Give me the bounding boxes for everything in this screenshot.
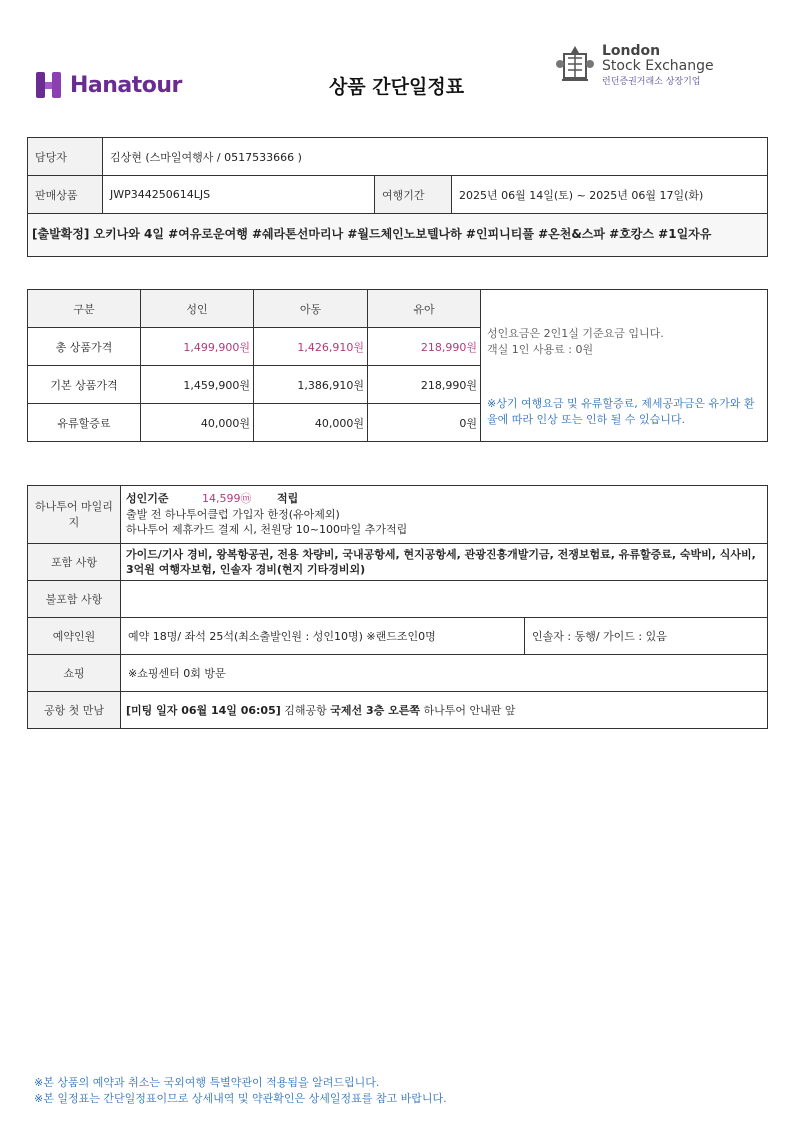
booking-value: 예약 18명/ 좌석 25석(최소출발인원 : 성인10명) ※랜드조인0명 bbox=[121, 618, 525, 655]
shopping-label: 쇼핑 bbox=[28, 655, 121, 692]
product-title: [출발확정] 오키나와 4일 #여유로운여행 #쉐라톤선마리나 #월드체인노보텔나하 #인피니티풀 #온천&스파 #호캉스 #1일자유 bbox=[28, 214, 768, 257]
child-price: 1,426,910원 bbox=[254, 328, 368, 366]
infant-price: 218,990원 bbox=[368, 328, 481, 366]
meeting-spot: 하나투어 안내판 앞 bbox=[419, 704, 516, 717]
adult-price: 1,459,900원 bbox=[141, 366, 254, 404]
escort-value: 인솔자 : 동행/ 가이드 : 있음 bbox=[525, 618, 768, 655]
price-note-warning: ※상기 여행요금 및 유류할증료, 제세공과금은 유가와 환율에 따라 인상 또는 인하 될 수 있습니다. bbox=[487, 396, 755, 426]
crest-icon bbox=[556, 44, 594, 84]
product-code: JWP344250614LJS bbox=[103, 176, 375, 214]
hanatour-logo-text: Hanatour bbox=[70, 72, 182, 98]
price-note-line1: 성인요금은 2인1실 기준요금 입니다. bbox=[487, 327, 664, 340]
exclude-label: 불포함 사항 bbox=[28, 581, 121, 618]
mileage-basis: 성인기준 bbox=[126, 492, 169, 506]
price-header-type: 구분 bbox=[28, 290, 141, 328]
booking-label: 예약인원 bbox=[28, 618, 121, 655]
row-label: 유류할증료 bbox=[28, 404, 141, 442]
child-price: 40,000원 bbox=[254, 404, 368, 442]
mileage-earn: 적립 bbox=[277, 492, 299, 506]
footer-notes bbox=[34, 1075, 447, 1107]
exclude-value bbox=[121, 581, 768, 618]
mileage-value bbox=[121, 486, 768, 544]
lse-logo bbox=[556, 44, 714, 88]
meeting-label: 공항 첫 만남 bbox=[28, 692, 121, 729]
details-table bbox=[27, 485, 768, 729]
footer-note-2: ※본 일정표는 간단일정표이므로 상세내역 및 약관확인은 상세일정표를 참고 바랍니다. bbox=[34, 1091, 447, 1105]
lse-name-line2: Stock Exchange bbox=[602, 58, 714, 75]
infant-price: 218,990원 bbox=[368, 366, 481, 404]
price-header-adult: 성인 bbox=[141, 290, 254, 328]
meeting-value bbox=[121, 692, 768, 729]
period-label: 여행기간 bbox=[375, 176, 452, 214]
adult-price: 1,499,900원 bbox=[141, 328, 254, 366]
page-header bbox=[0, 0, 793, 120]
include-label: 포함 사항 bbox=[28, 544, 121, 581]
shopping-value: ※쇼핑센터 0회 방문 bbox=[121, 655, 768, 692]
price-header-infant: 유아 bbox=[368, 290, 481, 328]
mileage-amount: 14,599ⓜ bbox=[202, 492, 252, 506]
agent-label: 담당자 bbox=[28, 138, 103, 176]
page-title: 상품 간단일정표 bbox=[328, 76, 465, 98]
row-label: 총 상품가격 bbox=[28, 328, 141, 366]
meeting-airport: 김해공항 bbox=[280, 704, 331, 717]
price-note bbox=[481, 290, 768, 442]
include-value: 가이드/기사 경비, 왕복항공권, 전용 차량비, 국내공항세, 현지공항세, 관광진흥개발기금, 전쟁보험료, 유류할증료, 숙박비, 식사비, 3억원 여행자보험, 인솔자 경비(현지 기타경비외) bbox=[121, 544, 768, 581]
meeting-location: 국제선 3층 오른쪽 bbox=[330, 704, 420, 717]
product-label: 판매상품 bbox=[28, 176, 103, 214]
meeting-date: [미팅 일자 06월 14일 06:05] bbox=[126, 704, 281, 717]
row-label: 기본 상품가격 bbox=[28, 366, 141, 404]
product-info-table bbox=[27, 137, 768, 257]
lse-name-line1: London bbox=[602, 43, 661, 59]
infant-price: 0원 bbox=[368, 404, 481, 442]
price-header-child: 아동 bbox=[254, 290, 368, 328]
price-table bbox=[27, 289, 768, 442]
child-price: 1,386,910원 bbox=[254, 366, 368, 404]
agent-value: 김상현 (스마일여행사 / 0517533666 ) bbox=[103, 138, 768, 176]
price-note-line2: 객실 1인 사용료 : 0원 bbox=[487, 342, 594, 356]
period-value: 2025년 06월 14일(토) ~ 2025년 06월 17일(화) bbox=[452, 176, 768, 214]
mileage-label: 하나투어 마일리지 bbox=[28, 486, 121, 544]
adult-price: 40,000원 bbox=[141, 404, 254, 442]
mileage-condition: 출발 전 하나투어클럽 가입자 한정(유아제외) bbox=[126, 507, 340, 521]
lse-subtitle: 런던증권거래소 상장기업 bbox=[602, 76, 701, 87]
footer-note-1: ※본 상품의 예약과 취소는 국외여행 특별약관이 적용됨을 알려드립니다. bbox=[34, 1076, 380, 1089]
mileage-card-note: 하나투어 제휴카드 결제 시, 천원당 10~100마일 추가적립 bbox=[126, 523, 408, 537]
